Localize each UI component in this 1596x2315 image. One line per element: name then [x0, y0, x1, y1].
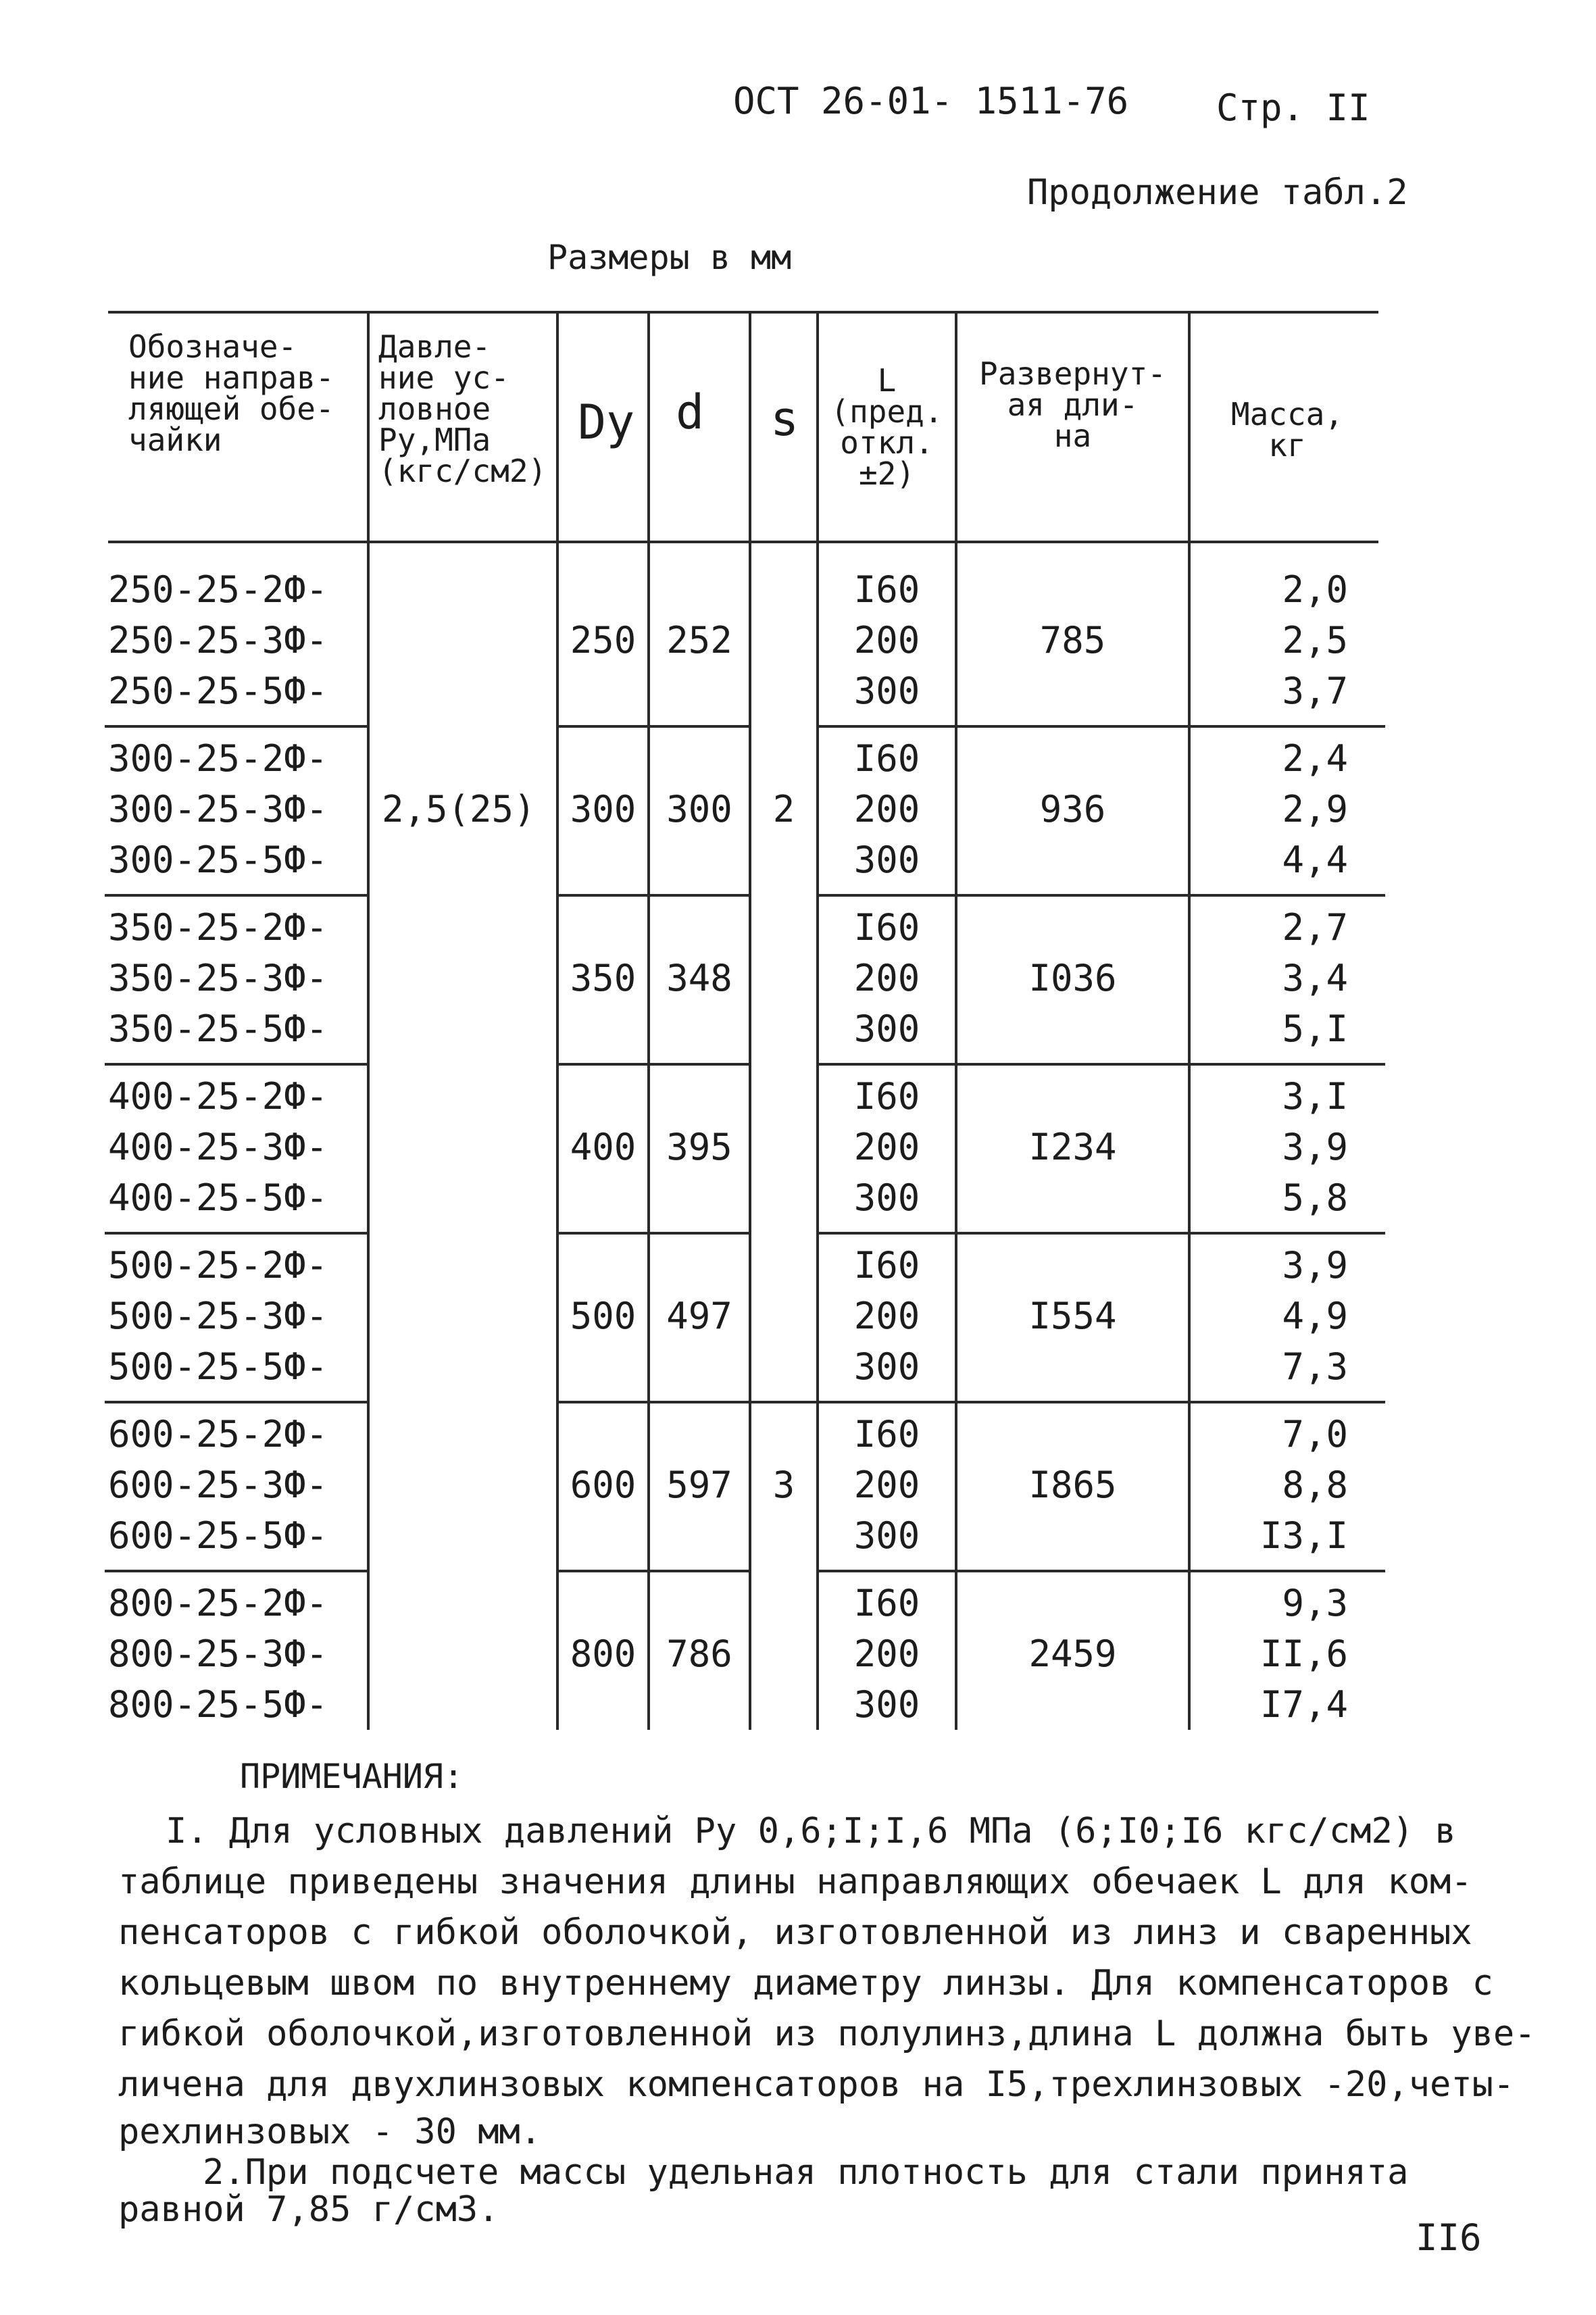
- page-label: Стр. II: [1216, 86, 1370, 129]
- mass-cell: 3,9: [1282, 1244, 1348, 1287]
- designation-cell: 350-25-3Ф-: [108, 957, 328, 999]
- mass-cell: 2,4: [1282, 737, 1348, 780]
- table-continuation: Продолжение табл.2: [1027, 172, 1408, 213]
- mass-cell: 5,I: [1282, 1007, 1348, 1050]
- L-cell: I60: [853, 1413, 920, 1455]
- L-cell: 200: [853, 1295, 920, 1337]
- note-1-line: рехлинзовых - 30 мм.: [118, 2112, 542, 2152]
- d-cell: 300: [666, 788, 732, 830]
- dy-cell: 300: [570, 788, 637, 830]
- header-dy: Dу: [578, 395, 635, 450]
- d-cell: 395: [666, 1126, 732, 1168]
- mass-cell: 7,0: [1282, 1413, 1348, 1455]
- header-s: s: [770, 391, 799, 447]
- L-cell: 200: [853, 1126, 920, 1168]
- mass-cell: 4,4: [1282, 839, 1348, 881]
- note-1-line: личена для двухлинзовых компенсаторов на I5,трехлинзовых -20,четы-: [118, 2064, 1515, 2105]
- designation-cell: 500-25-3Ф-: [108, 1295, 328, 1337]
- d-cell: 348: [666, 957, 732, 999]
- s-value-3: 3: [772, 1464, 795, 1506]
- mass-cell: 9,3: [1282, 1582, 1348, 1624]
- mass-cell: I7,4: [1260, 1683, 1348, 1726]
- notes-title: ПРИМЕЧАНИЯ:: [240, 1757, 464, 1796]
- unrolled-cell: 936: [1039, 788, 1106, 830]
- d-cell: 497: [666, 1295, 732, 1337]
- d-cell: 786: [666, 1633, 732, 1675]
- L-cell: I60: [853, 906, 920, 949]
- mass-cell: 2,5: [1282, 619, 1348, 662]
- dy-cell: 350: [570, 957, 637, 999]
- mass-cell: II,6: [1260, 1633, 1348, 1675]
- unrolled-cell: 2459: [1028, 1633, 1117, 1675]
- L-cell: 200: [853, 957, 920, 999]
- header-pressure: Давле- ние ус- ловное Pу,МПа (кгс/см2): [378, 328, 547, 489]
- dy-cell: 800: [570, 1633, 637, 1675]
- L-cell: I60: [853, 1075, 920, 1118]
- L-cell: 300: [853, 1514, 920, 1557]
- page-number: II6: [1416, 2216, 1482, 2259]
- mass-cell: 3,4: [1282, 957, 1348, 999]
- designation-cell: 400-25-5Ф-: [108, 1176, 328, 1219]
- header-mass: Масса, кг: [1230, 396, 1344, 464]
- units-note: Размеры в мм: [547, 238, 792, 277]
- note-1-line: пенсаторов с гибкой оболочкой, изготовленной из линз и сваренных: [118, 1912, 1472, 1953]
- mass-cell: 8,8: [1282, 1464, 1348, 1506]
- mass-cell: I3,I: [1260, 1514, 1348, 1557]
- dy-cell: 500: [570, 1295, 637, 1337]
- header-designation: Обозначе- ние направ- ляющей обе- чайки: [128, 328, 334, 458]
- designation-cell: 250-25-2Ф-: [108, 568, 328, 611]
- mass-cell: 2,0: [1282, 568, 1348, 611]
- designation-cell: 600-25-3Ф-: [108, 1464, 328, 1506]
- dy-cell: 400: [570, 1126, 637, 1168]
- d-cell: 252: [666, 619, 732, 662]
- designation-cell: 400-25-2Ф-: [108, 1075, 328, 1118]
- designation-cell: 250-25-5Ф-: [108, 670, 328, 712]
- unrolled-cell: I865: [1028, 1464, 1117, 1506]
- designation-cell: 300-25-2Ф-: [108, 737, 328, 780]
- note-2-line: 2.При подсчете массы удельная плотность для стали принята: [203, 2152, 1409, 2193]
- unrolled-cell: I036: [1028, 957, 1117, 999]
- mass-cell: 3,7: [1282, 670, 1348, 712]
- note-1-line: гибкой оболочкой,изготовленной из полулинз,длина L должна быть уве-: [118, 2014, 1536, 2054]
- document-code: ОСТ 26-01- 1511-76: [733, 80, 1129, 122]
- note-1-line: кольцевым швом по внутреннему диаметру линзы. Для компенсаторов с: [118, 1963, 1493, 2003]
- designation-cell: 500-25-5Ф-: [108, 1345, 328, 1388]
- L-cell: I60: [853, 737, 920, 780]
- dy-cell: 250: [570, 619, 637, 662]
- pressure-value: 2,5(25): [382, 788, 536, 830]
- note-2-line: равной 7,85 г/см3.: [118, 2189, 499, 2230]
- L-cell: 300: [853, 1176, 920, 1219]
- L-cell: 300: [853, 1007, 920, 1050]
- designation-cell: 400-25-3Ф-: [108, 1126, 328, 1168]
- header-unrolled-length: Развернут- ая дли- на: [979, 355, 1166, 454]
- L-cell: 200: [853, 788, 920, 830]
- L-cell: 200: [853, 1633, 920, 1675]
- designation-cell: 600-25-2Ф-: [108, 1413, 328, 1455]
- designation-cell: 250-25-3Ф-: [108, 619, 328, 662]
- L-cell: 300: [853, 839, 920, 881]
- L-cell: 300: [853, 1345, 920, 1388]
- note-1-line: таблице приведены значения длины направляющих обечаек L для ком-: [118, 1862, 1472, 1902]
- dy-cell: 600: [570, 1464, 637, 1506]
- designation-cell: 350-25-2Ф-: [108, 906, 328, 949]
- designation-cell: 500-25-2Ф-: [108, 1244, 328, 1287]
- mass-cell: 7,3: [1282, 1345, 1348, 1388]
- L-cell: 200: [853, 619, 920, 662]
- designation-cell: 600-25-5Ф-: [108, 1514, 328, 1557]
- unrolled-cell: I234: [1028, 1126, 1117, 1168]
- L-cell: I60: [853, 568, 920, 611]
- mass-cell: 2,7: [1282, 906, 1348, 949]
- mass-cell: 4,9: [1282, 1295, 1348, 1337]
- header-L: L (пред. откл. ±2): [830, 362, 943, 492]
- designation-cell: 800-25-3Ф-: [108, 1633, 328, 1675]
- L-cell: 200: [853, 1464, 920, 1506]
- mass-cell: 3,I: [1282, 1075, 1348, 1118]
- L-cell: 300: [853, 1683, 920, 1726]
- designation-cell: 350-25-5Ф-: [108, 1007, 328, 1050]
- L-cell: I60: [853, 1582, 920, 1624]
- designation-cell: 800-25-2Ф-: [108, 1582, 328, 1624]
- L-cell: 300: [853, 670, 920, 712]
- s-value-2: 2: [772, 788, 795, 830]
- unrolled-cell: 785: [1039, 619, 1106, 662]
- designation-cell: 300-25-3Ф-: [108, 788, 328, 830]
- L-cell: I60: [853, 1244, 920, 1287]
- unrolled-cell: I554: [1028, 1295, 1117, 1337]
- note-1-line: I. Для условных давлений Pу 0,6;I;I,6 МПа (6;I0;I6 кгс/см2) в: [166, 1811, 1456, 1851]
- designation-cell: 800-25-5Ф-: [108, 1683, 328, 1726]
- d-cell: 597: [666, 1464, 732, 1506]
- mass-cell: 5,8: [1282, 1176, 1348, 1219]
- mass-cell: 3,9: [1282, 1126, 1348, 1168]
- designation-cell: 300-25-5Ф-: [108, 839, 328, 881]
- header-d: d: [676, 384, 705, 440]
- mass-cell: 2,9: [1282, 788, 1348, 830]
